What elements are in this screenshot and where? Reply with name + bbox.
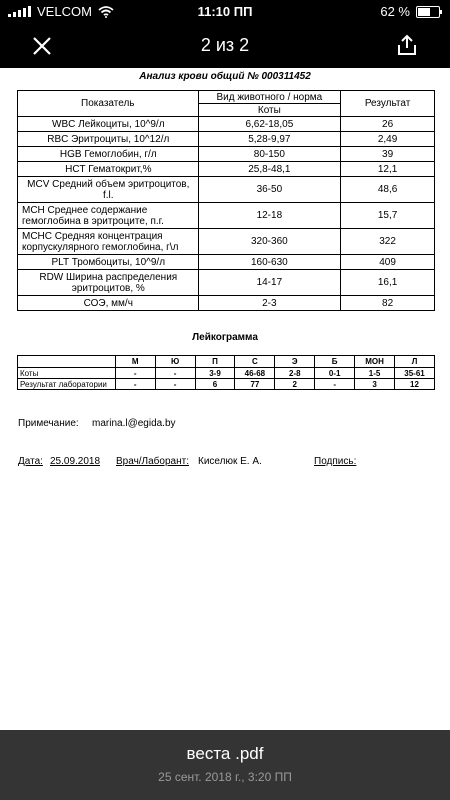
- leukogram-cell: 35-61: [395, 368, 435, 379]
- leukogram-col: М: [115, 356, 155, 368]
- leukogram-row: [18, 379, 435, 390]
- leukogram-col: Л: [395, 356, 435, 368]
- leukogram-cell: 3: [355, 379, 395, 390]
- leukogram-row: [18, 368, 435, 379]
- blood-test-table: [17, 90, 435, 311]
- table-row: [18, 270, 435, 296]
- row-norm: 14-17: [198, 270, 341, 296]
- leukogram-header-row: [18, 356, 435, 368]
- leukogram-col: Б: [315, 356, 355, 368]
- leukogram-row-label: Результат лаборатории: [18, 379, 116, 390]
- note-email: marina.l@egida.by: [92, 418, 176, 429]
- row-norm: 2-3: [198, 296, 341, 311]
- row-name: HCT Гематокрит,%: [18, 162, 199, 177]
- carrier-name: VELCOM: [37, 4, 92, 19]
- table-row: [18, 117, 435, 132]
- leukogram-cell: 6: [195, 379, 235, 390]
- leukogram-cell: 3-9: [195, 368, 235, 379]
- date-value: 25.09.2018: [50, 456, 101, 467]
- header-norm-group: Вид животного / норма: [198, 91, 341, 104]
- date-label: Дата:: [18, 456, 43, 467]
- row-result: 12,1: [341, 162, 435, 177]
- row-norm: 5,28-9,97: [198, 132, 341, 147]
- row-result: 26: [341, 117, 435, 132]
- table-row: [18, 255, 435, 270]
- row-norm: 320-360: [198, 229, 341, 255]
- share-icon[interactable]: [396, 33, 418, 57]
- row-norm: 36-50: [198, 177, 341, 203]
- row-name: MCH Среднее содержание гемоглобина в эритроците, п.г.: [18, 203, 199, 229]
- leukogram-col: МОН: [355, 356, 395, 368]
- file-name: веста .pdf: [186, 744, 264, 763]
- battery-level-fill: [418, 8, 430, 16]
- row-name: PLT Тромбоциты, 10^9/л: [18, 255, 199, 270]
- row-name: RDW Ширина распределения эритроцитов, %: [18, 270, 199, 296]
- table-row: [18, 162, 435, 177]
- table-row: [18, 203, 435, 229]
- table-row: [18, 229, 435, 255]
- leukogram-table: [17, 355, 435, 390]
- note-line: [18, 418, 176, 429]
- row-result: 409: [341, 255, 435, 270]
- leukogram-cell: -: [115, 368, 155, 379]
- row-result: 322: [341, 229, 435, 255]
- header-parameter: Показатель: [18, 91, 199, 117]
- leukogram-cell: 12: [395, 379, 435, 390]
- row-norm: 160-630: [198, 255, 341, 270]
- row-norm: 6,62-18,05: [198, 117, 341, 132]
- signature-label: Подпись:: [314, 456, 357, 467]
- file-timestamp: 25 сент. 2018 г., 3:20 ПП: [158, 770, 292, 784]
- leukogram-cell: 77: [235, 379, 275, 390]
- page-indicator: 2 из 2: [200, 35, 250, 55]
- row-result: 15,7: [341, 203, 435, 229]
- document-page[interactable]: [0, 68, 450, 730]
- leukogram-cell: 46-68: [235, 368, 275, 379]
- leukogram-row-label: Коты: [18, 368, 116, 379]
- leukogram-cell: 2-8: [275, 368, 315, 379]
- leukogram-col: Э: [275, 356, 315, 368]
- document-title: Анализ крови общий № 000311452: [139, 71, 311, 82]
- table-row: [18, 296, 435, 311]
- leukogram-title: Лейкограмма: [192, 332, 258, 343]
- row-name: WBC Лейкоциты, 10^9/л: [18, 117, 199, 132]
- leukogram-cell: -: [315, 379, 355, 390]
- header-norm-species: Коты: [198, 104, 341, 117]
- leukogram-corner: [18, 356, 116, 368]
- header-result: Результат: [341, 91, 435, 117]
- doctor-label: Врач/Лаборант:: [116, 456, 189, 467]
- status-time: 11:10 ПП: [197, 4, 253, 19]
- leukogram-col: С: [235, 356, 275, 368]
- row-name: RBC Эритроциты, 10^12/л: [18, 132, 199, 147]
- row-norm: 80-150: [198, 147, 341, 162]
- leukogram-cell: 0-1: [315, 368, 355, 379]
- row-result: 48,6: [341, 177, 435, 203]
- row-name: СОЭ, мм/ч: [18, 296, 199, 311]
- table-row: [18, 147, 435, 162]
- row-result: 2,49: [341, 132, 435, 147]
- leukogram-cell: -: [155, 368, 195, 379]
- doctor-value: Киселюк Е. А.: [198, 456, 262, 467]
- row-name: MCHC Средняя концентрация корпускулярного гемоглобина, г\л: [18, 229, 199, 255]
- leukogram-cell: -: [155, 379, 195, 390]
- status-bar: [0, 0, 450, 24]
- leukogram-col: П: [195, 356, 235, 368]
- viewer-nav-bar: [0, 24, 450, 68]
- file-info-bar: [0, 730, 450, 800]
- leukogram-col: Ю: [155, 356, 195, 368]
- table-row: [18, 177, 435, 203]
- row-name: MCV Средний объем эритроцитов, f.l.: [18, 177, 199, 203]
- leukogram-cell: 2: [275, 379, 315, 390]
- battery-percent: 62 %: [380, 4, 410, 19]
- row-norm: 12-18: [198, 203, 341, 229]
- row-result: 82: [341, 296, 435, 311]
- note-label: Примечание:: [18, 418, 79, 429]
- row-result: 16,1: [341, 270, 435, 296]
- row-norm: 25,8-48,1: [198, 162, 341, 177]
- leukogram-cell: 1-5: [355, 368, 395, 379]
- battery-icon: [416, 6, 440, 18]
- leukogram-cell: -: [115, 379, 155, 390]
- row-name: HGB Гемоглобин, г/л: [18, 147, 199, 162]
- table-row: [18, 132, 435, 147]
- row-result: 39: [341, 147, 435, 162]
